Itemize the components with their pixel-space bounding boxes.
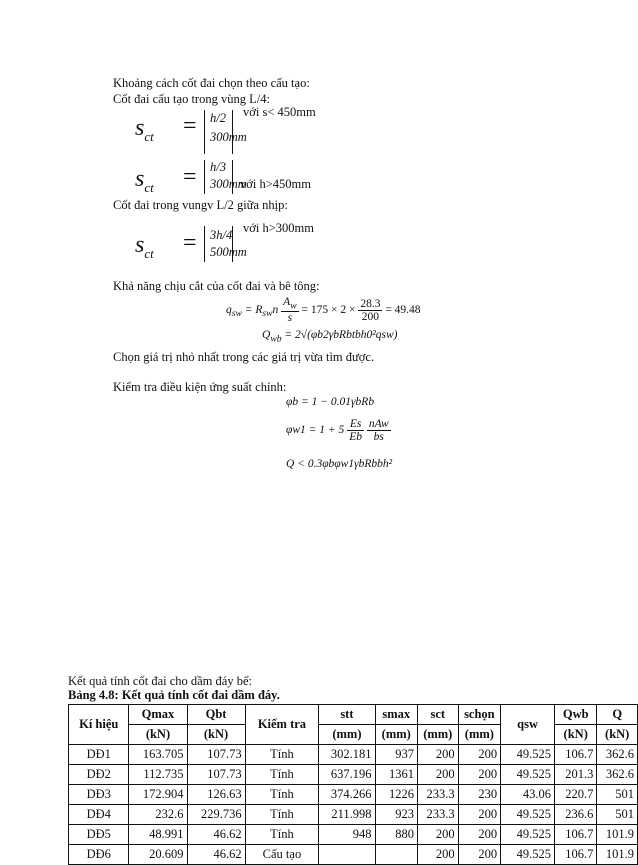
cell-q: 362.6 <box>597 765 638 785</box>
qsw-formula: $q_{sw} = R_{sw}n$ $\frac{A_w}{s}$ = 175 × 2 × $\frac{28.3}{200}$ = 49.48 <box>226 296 421 325</box>
cell-smax: 923 <box>375 805 417 825</box>
cell-smax: 1361 <box>375 765 417 785</box>
cell-qsw: 43.06 <box>501 785 555 805</box>
cell-qbt: 46.62 <box>187 825 245 845</box>
formula-bottom: 300mm <box>210 177 247 191</box>
header-stt: stt <box>319 705 375 725</box>
cell-sct: 200 <box>417 845 458 865</box>
cell-ki-hieu: DĐ5 <box>69 825 129 845</box>
cell-qmax: 172.904 <box>129 785 187 805</box>
cell-stt: 637.196 <box>319 765 375 785</box>
cell-smax <box>375 845 417 865</box>
cell-schon: 200 <box>458 845 501 865</box>
bracket-right <box>232 160 233 194</box>
unit-schon: (mm) <box>458 725 501 745</box>
phi-w1-formula: φw1 = 1 + 5 $\frac{Es}{Eb}$ $\frac{\text{nAw}}{bs}$ <box>286 418 389 443</box>
qwb-formula: $Q_{wb}$ = 2√(φb2γbRbtbh0²qsw) <box>262 329 398 345</box>
formula-lhs: $s_{ct}$ <box>135 232 154 261</box>
cell-qmax: 48.991 <box>129 825 187 845</box>
cell-qmax: 112.735 <box>129 765 187 785</box>
formula-top: 3h/4 <box>210 228 233 242</box>
cell-q: 501 <box>597 805 638 825</box>
bracket-left <box>204 226 205 262</box>
cell-schon: 200 <box>458 745 501 765</box>
cell-qmax: 232.6 <box>129 805 187 825</box>
equals-sign: = <box>183 113 197 139</box>
unit-qmax: (kN) <box>129 725 187 745</box>
cell-sct: 233.3 <box>417 805 458 825</box>
cell-q: 501 <box>597 785 638 805</box>
unit-qbt: (kN) <box>187 725 245 745</box>
cell-ki-hieu: DĐ1 <box>69 745 129 765</box>
cell-schon: 200 <box>458 825 501 845</box>
cell-sct: 200 <box>417 825 458 845</box>
table-row <box>69 785 638 805</box>
formula-sct-3 <box>135 232 154 262</box>
table-intro: Kết quả tính cốt đai cho dầm đáy bể: <box>68 674 252 688</box>
cell-qbt: 107.73 <box>187 745 245 765</box>
unit-q: (kN) <box>597 725 638 745</box>
cell-qwb: 106.7 <box>555 845 597 865</box>
equals-sign: = <box>183 164 197 190</box>
formula-lhs: $s_{ct}$ <box>135 166 154 195</box>
cell-q: 101.9 <box>597 825 638 845</box>
cell-qwb: 236.6 <box>555 805 597 825</box>
unit-smax: (mm) <box>375 725 417 745</box>
cell-q: 362.6 <box>597 745 638 765</box>
table-caption: Bảng 4.8: Kết quả tính cốt đai dầm đáy. <box>68 688 280 702</box>
cell-qsw: 49.525 <box>501 765 555 785</box>
table-row <box>69 825 638 845</box>
formula-condition: với h>450mm <box>240 177 311 191</box>
intro-line-2: Cốt đai cấu tạo trong vùng L/4: <box>113 92 270 106</box>
formula-condition: với s< 450mm <box>243 105 316 119</box>
header-schon: schọn <box>458 705 501 725</box>
bracket-left <box>204 110 205 154</box>
header-qbt: Qbt <box>187 705 245 725</box>
cell-qbt: 126.63 <box>187 785 245 805</box>
header-smax: smax <box>375 705 417 725</box>
q-check-formula: Q < 0.3φbφw1γbRbbh² <box>286 458 393 470</box>
table-row <box>69 805 638 825</box>
cell-smax: 937 <box>375 745 417 765</box>
bracket-left <box>204 160 205 194</box>
cell-schon: 200 <box>458 805 501 825</box>
table-row <box>69 745 638 765</box>
header-sct: sct <box>417 705 458 725</box>
cell-qwb: 220.7 <box>555 785 597 805</box>
cell-kiem-tra: Cấu tạo <box>245 845 319 865</box>
formula-bottom: 500mm <box>210 245 247 259</box>
cell-stt: 302.181 <box>319 745 375 765</box>
cell-ki-hieu: DĐ4 <box>69 805 129 825</box>
cell-qwb: 201.3 <box>555 765 597 785</box>
cell-schon: 200 <box>458 765 501 785</box>
cell-stt: 211.998 <box>319 805 375 825</box>
results-table <box>68 704 638 865</box>
cell-stt: 948 <box>319 825 375 845</box>
bracket-right <box>232 110 233 154</box>
cell-sct: 233.3 <box>417 785 458 805</box>
header-qwb: Qwb <box>555 705 597 725</box>
unit-stt: (mm) <box>319 725 375 745</box>
header-qsw: qsw <box>501 705 555 745</box>
cell-qbt: 107.73 <box>187 765 245 785</box>
cell-ki-hieu: DĐ6 <box>69 845 129 865</box>
mid-text: Cốt đai trong vungv L/2 giữa nhịp: <box>113 198 288 212</box>
formula-top: h/2 <box>210 111 226 125</box>
cell-kiem-tra: Tính <box>245 805 319 825</box>
table-row <box>69 845 638 865</box>
formula-bottom: 300mm <box>210 130 247 144</box>
cell-q: 101.9 <box>597 845 638 865</box>
cell-kiem-tra: Tính <box>245 785 319 805</box>
formula-sct-1 <box>135 115 154 145</box>
check-text: Kiểm tra điều kiện ứng suất chính: <box>113 380 287 394</box>
cell-ki-hieu: DĐ2 <box>69 765 129 785</box>
cell-qsw: 49.525 <box>501 845 555 865</box>
capacity-text: Khả năng chịu cắt của cốt đai và bê tông: <box>113 279 320 293</box>
unit-qwb: (kN) <box>555 725 597 745</box>
header-q: Q <box>597 705 638 725</box>
choose-text: Chọn giá trị nhỏ nhất trong các giá trị vừa tìm được. <box>113 350 375 364</box>
value-fraction: $\frac{28.3}{200}$ <box>360 297 381 323</box>
cell-qmax: 20.609 <box>129 845 187 865</box>
formula-lhs: $s_{ct}$ <box>135 115 154 144</box>
formula-sct-2 <box>135 166 154 196</box>
formula-top: h/3 <box>210 160 226 174</box>
cell-kiem-tra: Tính <box>245 825 319 845</box>
table-row <box>69 765 638 785</box>
cell-schon: 230 <box>458 785 501 805</box>
unit-sct: (mm) <box>417 725 458 745</box>
cell-qbt: 229.736 <box>187 805 245 825</box>
cell-qsw: 49.525 <box>501 805 555 825</box>
header-kiem-tra: Kiểm tra <box>245 705 319 745</box>
table-header-row <box>69 705 638 725</box>
aw-fraction: $\frac{A_w}{s}$ <box>283 296 297 325</box>
es-eb-fraction: $\frac{Es}{Eb}$ <box>349 418 362 443</box>
cell-ki-hieu: DĐ3 <box>69 785 129 805</box>
formula-condition: với h>300mm <box>243 221 314 235</box>
cell-smax: 880 <box>375 825 417 845</box>
naw-bs-fraction: $\frac{\text{nAw}}{bs}$ <box>368 418 389 443</box>
cell-qwb: 106.7 <box>555 745 597 765</box>
cell-stt: 374.266 <box>319 785 375 805</box>
cell-kiem-tra: Tính <box>245 745 319 765</box>
cell-smax: 1226 <box>375 785 417 805</box>
header-ki-hieu: Kí hiệu <box>69 705 129 745</box>
header-qmax: Qmax <box>129 705 187 725</box>
cell-kiem-tra: Tính <box>245 765 319 785</box>
cell-qmax: 163.705 <box>129 745 187 765</box>
cell-qbt: 46.62 <box>187 845 245 865</box>
cell-stt <box>319 845 375 865</box>
equals-sign: = <box>183 230 197 256</box>
cell-qsw: 49.525 <box>501 745 555 765</box>
cell-sct: 200 <box>417 765 458 785</box>
cell-qsw: 49.525 <box>501 825 555 845</box>
bracket-right <box>232 226 233 262</box>
phi-b-formula: φb = 1 − 0.01γbRb <box>286 396 375 408</box>
cell-qwb: 106.7 <box>555 825 597 845</box>
cell-sct: 200 <box>417 745 458 765</box>
intro-line-1: Khoảng cách cốt đai chọn theo cấu tạo: <box>113 76 310 90</box>
